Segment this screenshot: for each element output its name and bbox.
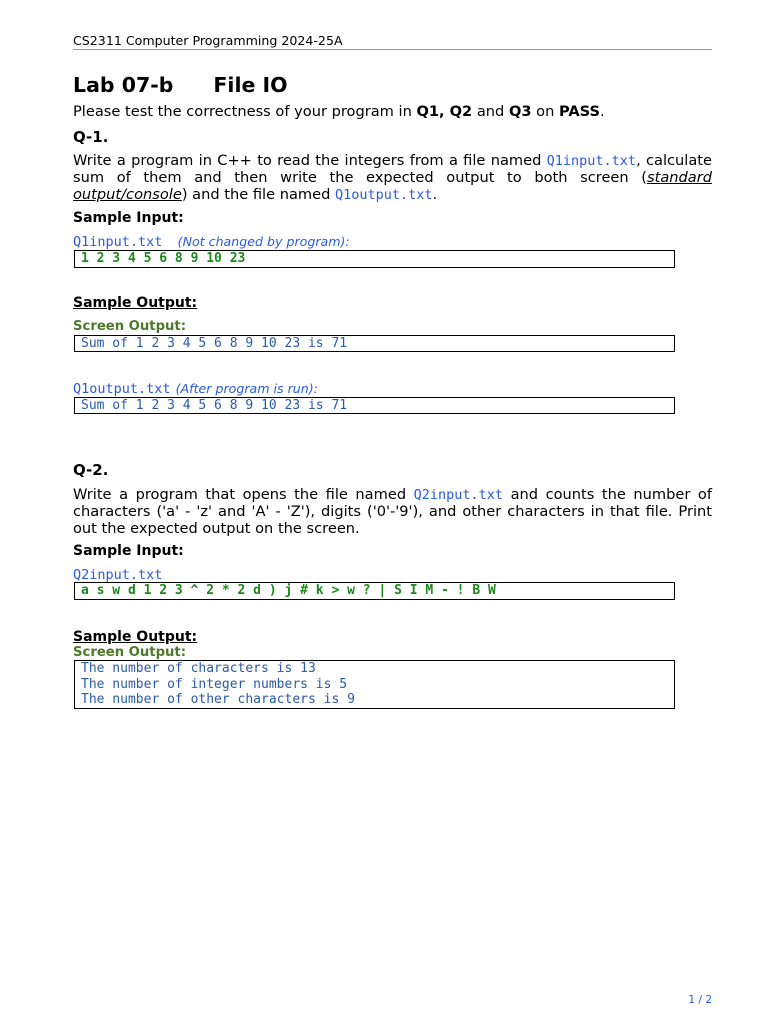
- q2-description: Write a program that opens the file named Q2input.txt and counts the number of characters ('a' - 'z' and 'A' - 'Z'), digits ('0'-'9'), and other characters in that file. Print out the expected output on the screen.: [73, 486, 712, 537]
- output-line: The number of integer numbers is 5: [81, 676, 348, 692]
- q2-heading: Q-2.: [73, 461, 109, 479]
- output-line: The number of characters is 13: [81, 661, 316, 676]
- q1-screen-output-box: Sum of 1 2 3 4 5 6 8 9 10 23 is 71: [74, 335, 675, 352]
- q1-description: Write a program in C++ to read the integers from a file named Q1input.txt, calculate sum of them and then write the expected output to both screen (standard output/console) and the file named Q1output.txt.: [73, 152, 712, 203]
- q1-sample-output-label: Sample Output:: [73, 295, 198, 311]
- q1-screen-output-label: Screen Output:: [73, 319, 186, 334]
- lab-topic: File IO: [213, 73, 288, 97]
- page-title: [73, 71, 288, 99]
- q1-input-file-caption: Q1input.txt (Not changed by program):: [73, 234, 350, 250]
- q2-screen-output-box: [74, 660, 675, 709]
- q1-input-box: 1 2 3 4 5 6 8 9 10 23: [74, 250, 675, 268]
- q2-sample-input-label: Sample Input:: [73, 543, 184, 559]
- lab-number: Lab 07-b: [73, 73, 174, 97]
- q1-file-output-box: Sum of 1 2 3 4 5 6 8 9 10 23 is 71: [74, 397, 675, 414]
- page-number: 1 / 2: [688, 994, 712, 1006]
- console-term: standard output/console: [73, 169, 712, 203]
- q2-input-file-caption: Q2input.txt: [73, 567, 163, 583]
- q1-sample-input-label: Sample Input:: [73, 210, 184, 226]
- q2-input-filename: Q2input.txt: [413, 487, 504, 503]
- intro-paragraph: Please test the correctness of your program in Q1, Q2 and Q3 on PASS.: [73, 103, 605, 120]
- q2-input-box: a s w d 1 2 3 ^ 2 * 2 d ) j # k > w ? | S I M - ! B W: [74, 582, 675, 600]
- q1-output-filename: Q1output.txt: [335, 187, 433, 203]
- q2-screen-output-label: Screen Output:: [73, 645, 186, 660]
- q1-output-file-caption: Q1output.txt (After program is run):: [73, 381, 318, 397]
- q2-sample-output-label: Sample Output:: [73, 629, 198, 645]
- output-line: The number of other characters is 9: [81, 692, 355, 707]
- q1-heading: Q-1.: [73, 128, 109, 146]
- q1-input-filename: Q1input.txt: [546, 153, 637, 169]
- page-header: CS2311 Computer Programming 2024-25A: [73, 33, 712, 50]
